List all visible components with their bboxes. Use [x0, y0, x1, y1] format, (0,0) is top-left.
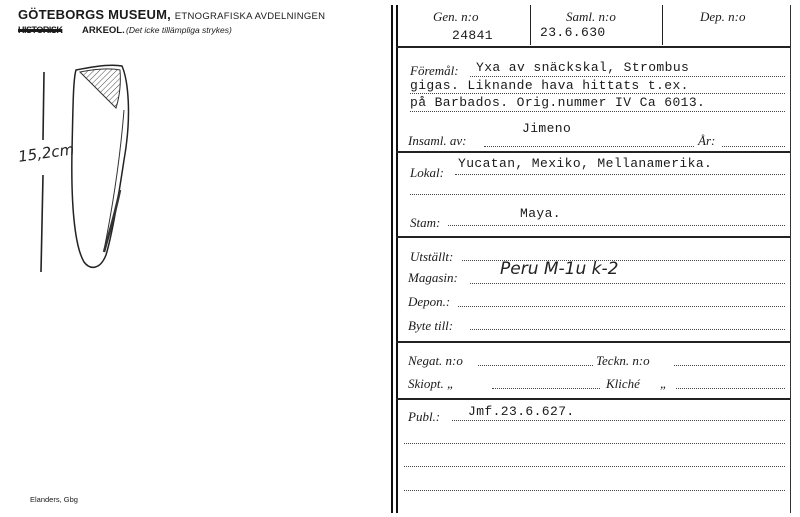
byte-till-label: Byte till:	[408, 318, 454, 333]
dotted-line	[458, 306, 785, 307]
lokal-value: Yucatan, Mexiko, Mellanamerika.	[458, 156, 713, 171]
saml-no-value: 23.6.630	[540, 25, 606, 40]
section-divider	[396, 341, 790, 343]
foremal-line-2: gigas. Liknande hava hittats t.ex.	[410, 78, 689, 93]
artifact-sketch	[0, 0, 390, 517]
card-right-border	[790, 5, 791, 513]
dotted-line	[674, 365, 785, 366]
axe-hatched-face	[80, 69, 120, 108]
magasin-label: Magasin:	[408, 270, 458, 285]
number-divider	[662, 5, 663, 45]
section-divider	[396, 46, 790, 48]
arkeol-label: ARKEOL.	[82, 25, 125, 36]
negat-label: Negat. n:o	[408, 353, 463, 368]
printer-imprint: Elanders, Gbg	[30, 495, 78, 504]
gen-no-value: 24841	[452, 28, 494, 43]
number-divider	[530, 5, 531, 45]
kliche-ditto: „	[660, 376, 668, 391]
section-divider	[396, 151, 790, 153]
utstallt-label: Utställt:	[410, 249, 454, 264]
dotted-line	[676, 388, 785, 389]
dep-no-label: Dep. n:o	[700, 9, 746, 24]
dotted-line	[452, 420, 785, 421]
strike-note: (Det icke tillämpliga strykes)	[126, 25, 232, 35]
teckn-label: Teckn. n:o	[596, 353, 650, 368]
publ-value: Jmf.23.6.627.	[468, 404, 575, 419]
measurement-label: 15,2cm	[17, 140, 76, 166]
stam-label: Stam:	[410, 215, 441, 230]
axe-outline	[72, 65, 129, 267]
dotted-line	[470, 283, 785, 284]
dotted-line	[484, 146, 694, 147]
foremal-label: Föremål:	[410, 63, 459, 78]
dotted-line	[492, 388, 600, 389]
depon-label: Depon.:	[408, 294, 451, 309]
insaml-label: Insaml. av:	[408, 133, 467, 148]
museum-name: GÖTEBORGS MUSEUM,	[18, 7, 171, 22]
card-left-border	[391, 5, 398, 513]
skiopt-label: Skiopt. „	[408, 376, 455, 391]
dotted-line	[448, 225, 785, 226]
publ-label: Publ.:	[408, 409, 441, 424]
magasin-value: Peru M-1u k-2	[500, 259, 619, 279]
dotted-line	[404, 443, 785, 444]
measurement-line	[41, 72, 44, 272]
dotted-line	[404, 466, 785, 467]
kliche-label: Kliché	[606, 376, 640, 391]
dotted-line	[410, 111, 785, 112]
insaml-value: Jimeno	[522, 121, 572, 136]
dotted-line	[455, 174, 785, 175]
ar-label: År:	[698, 133, 716, 148]
dotted-line	[478, 365, 593, 366]
dotted-line	[404, 490, 785, 491]
axe-edge-shade	[104, 190, 120, 252]
foremal-line-3: på Barbados. Orig.nummer IV Ca 6013.	[410, 95, 706, 110]
dotted-line	[470, 329, 785, 330]
dotted-line	[470, 76, 785, 77]
lokal-label: Lokal:	[410, 165, 444, 180]
section-divider	[396, 236, 790, 238]
stam-value: Maya.	[520, 206, 562, 221]
department-name: ETNOGRAFISKA AVDELNINGEN	[174, 11, 326, 22]
section-divider	[396, 398, 790, 400]
dotted-line	[410, 93, 785, 94]
dotted-line	[410, 194, 785, 195]
foremal-line-1: Yxa av snäckskal, Strombus	[476, 60, 690, 75]
dotted-line	[722, 146, 785, 147]
saml-no-label: Saml. n:o	[566, 9, 616, 24]
struck-department: HISTORISK	[18, 25, 63, 35]
gen-no-label: Gen. n:o	[433, 9, 479, 24]
